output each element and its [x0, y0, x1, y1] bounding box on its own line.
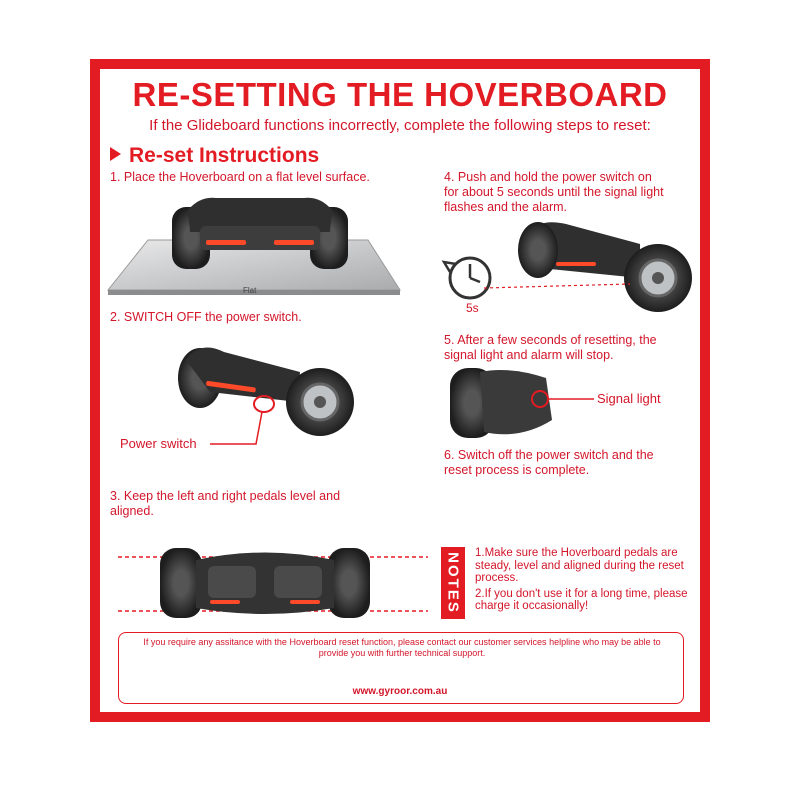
notes-tab: [441, 547, 465, 619]
section-heading-text: Re-set Instructions: [129, 144, 320, 167]
timer-icon: [444, 258, 490, 298]
step-1: 1. Place the Hoverboard on a flat level surface.: [110, 170, 370, 184]
website-url: www.gyroor.com.au: [352, 686, 448, 697]
note-1: 1.Make sure the Hoverboard pedals are steady, level and aligned during the reset process.: [475, 547, 684, 584]
help-text: If you require any assitance with the Hoverboard reset function, please contact our customer services helpline who may be able to provide you with further technical support.: [143, 637, 661, 658]
step-3: 3. Keep the left and right pedals level and aligned.: [110, 489, 341, 518]
notes-text: [475, 547, 697, 613]
power-switch-label: Power switch: [120, 436, 197, 451]
notes-tab-label: NOTES: [444, 552, 462, 614]
hoverboard-right-image: [484, 222, 692, 312]
step-5: 5. After a few seconds of resetting, the signal light and alarm will stop.: [444, 333, 657, 362]
signal-light-label: Signal light: [597, 391, 661, 406]
signal-light-closeup-image: [450, 368, 594, 438]
step-2: 2. SWITCH OFF the power switch.: [110, 310, 302, 324]
flat-label: Flat: [243, 286, 257, 295]
note-2: 2.If you don't use it for a long time, please charge it occasionally!: [475, 587, 688, 612]
timer-label: 5s: [466, 301, 479, 315]
hoverboard-top-image: [118, 548, 428, 618]
step-4: 4. Push and hold the power switch on for about 5 seconds until the signal light flashes and the alarm.: [444, 170, 664, 214]
step-6: 6. Switch off the power switch and the reset process is complete.: [444, 448, 654, 477]
page-title: RE-SETTING THE HOVERBOARD: [132, 76, 668, 113]
page-subtitle: If the Glideboard functions incorrectly, complete the following steps to reset:: [149, 117, 651, 134]
hoverboard-side-image: [178, 348, 354, 445]
